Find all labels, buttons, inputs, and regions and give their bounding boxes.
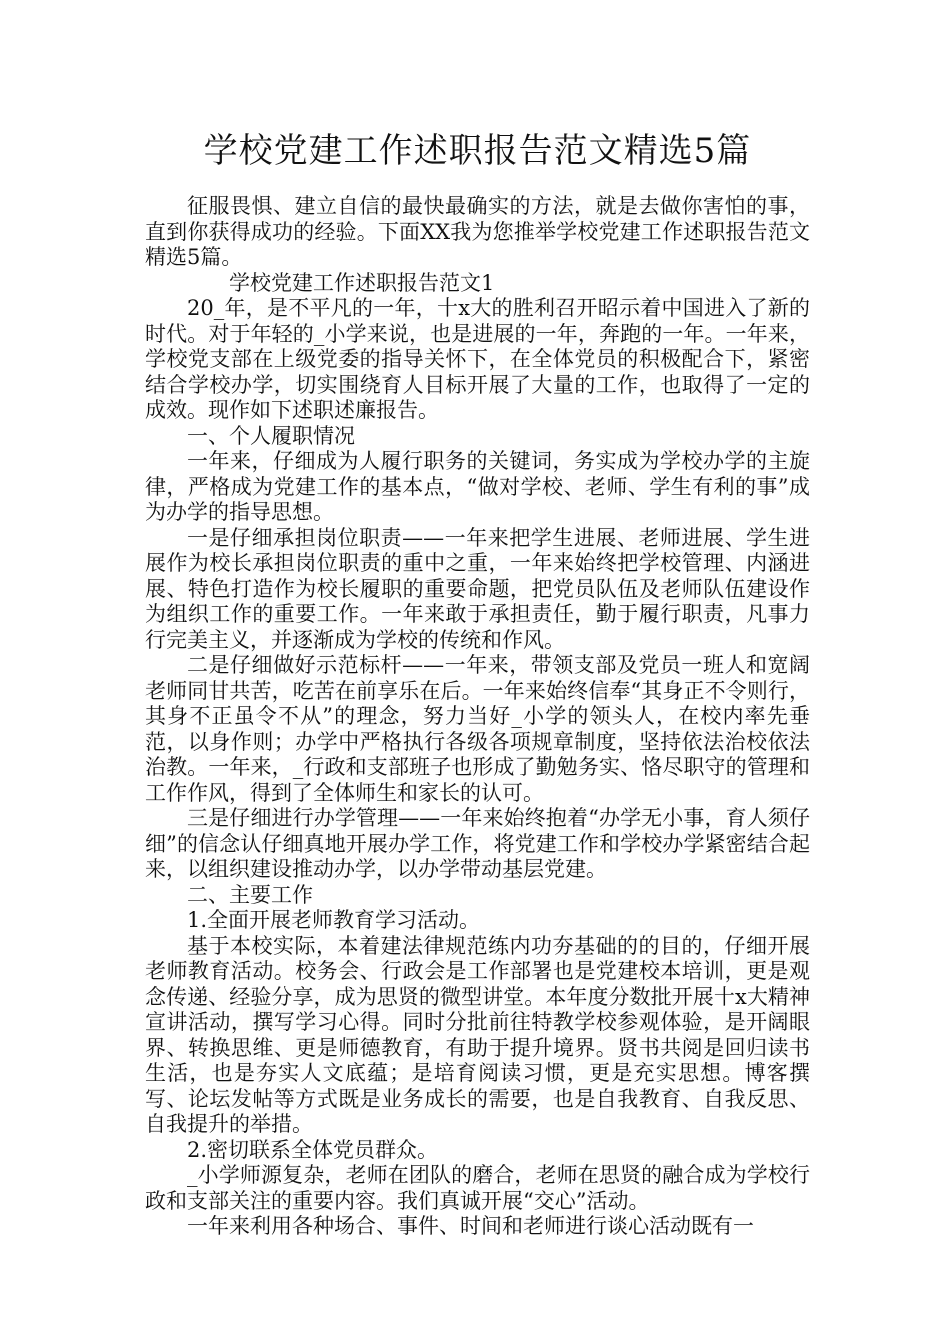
body-paragraph: 一年来，仔细成为人履行职务的关键词，务实成为学校办学的主旋律，严格成为党建工作的基本点，“做对学校、老师、学生有利的事”成为办学的指导思想。 [145, 449, 810, 524]
body-paragraph: 一是仔细承担岗位职责——一年来把学生进展、老师进展、学生进展作为校长承担岗位职责的重中之重，一年来始终把学校管理、内涵进展、特色打造作为校长履职的重要命题，把党员队伍及老师队伍建设作为组织工作的重要工作。一年来敢于承担责任，勤于履行职责，凡事力行完美主义，并逐渐成为学校的传统和作风。 [145, 525, 810, 652]
body-paragraph: 基于本校实际，本着建法律规范练内功夯基础的的目的，仔细开展老师教育活动。校务会、行政会是工作部署也是党建校本培训，更是观念传递、经验分享，成为思贤的微型讲堂。本年度分数批开展十x大精神宣讲活动，撰写学习心得。同时分批前往特教学校参观体验，是开阔眼界、转换思维、更是师德教育，有助于提升境界。贤书共阅是回归读书生活，也是夯实人文底蕴；是培育阅读习惯，更是充实思想。博客撰写、论坛发帖等方式既是业务成长的需要，也是自我教育、自我反思、自我提升的举措。 [145, 933, 810, 1136]
body-paragraph: _小学师源复杂，老师在团队的磨合，老师在思贤的融合成为学校行政和支部关注的重要内容。我们真诚开展“交心”活动。 [145, 1163, 810, 1213]
body-paragraph: 征服畏惧、建立自信的最快最确实的方法，就是去做你害怕的事，直到你获得成功的经验。下面XX我为您推举学校党建工作述职报告范文精选5篇。 [145, 194, 810, 269]
body-paragraph: 20_年，是不平凡的一年，十x大的胜利召开昭示着中国进入了新的时代。对于年轻的_小学来说，也是进展的一年，奔跑的一年。一年来，学校党支部在上级党委的指导关怀下，在全体党员的积极配合下，紧密结合学校办学，切实围绕育人目标开展了大量的工作，也取得了一定的成效。现作如下述职述廉报告。 [145, 296, 810, 422]
body-paragraph: 2.密切联系全体党员群众。 [187, 1137, 439, 1162]
body-paragraph: 1.全面开展老师教育学习活动。 [187, 908, 481, 932]
document-title: 学校党建工作述职报告范文精选5篇 [203, 131, 752, 171]
body-paragraph: 一、个人履职情况 [187, 423, 355, 448]
body-paragraph: 二、主要工作 [187, 882, 313, 907]
body-paragraph: 三是仔细进行办学管理——一年来始终抱着“办学无小事，育人须仔细”的信念认仔细真地开展办学工作，将党建工作和学校办学紧密结合起来，以组织建设推动办学，以办学带动基层党建。 [145, 806, 810, 881]
body-paragraph: 一年来利用各种场合、事件、时间和老师进行谈心活动既有一 [187, 1214, 754, 1238]
body-paragraph: 二是仔细做好示范标杆——一年来，带领支部及党员一班人和宽阔老师同甘共苦，吃苦在前享乐在后。一年来始终信奉“其身正不令则行，其身不正虽令不从”的理念，努力当好_小学的领头人，在校内率先垂范，以身作则；办学中严格执行各级各项规章制度，坚持依法治校依法治教。一年来，_行政和支部班子也形成了勤勉务实、恪尽职守的管理和工作作风，得到了全体师生和家长的认可。 [145, 653, 810, 805]
document-body [145, 194, 810, 1240]
document-page [145, 128, 810, 1240]
section-subtitle: 学校党建工作述职报告范文1 [229, 270, 495, 295]
